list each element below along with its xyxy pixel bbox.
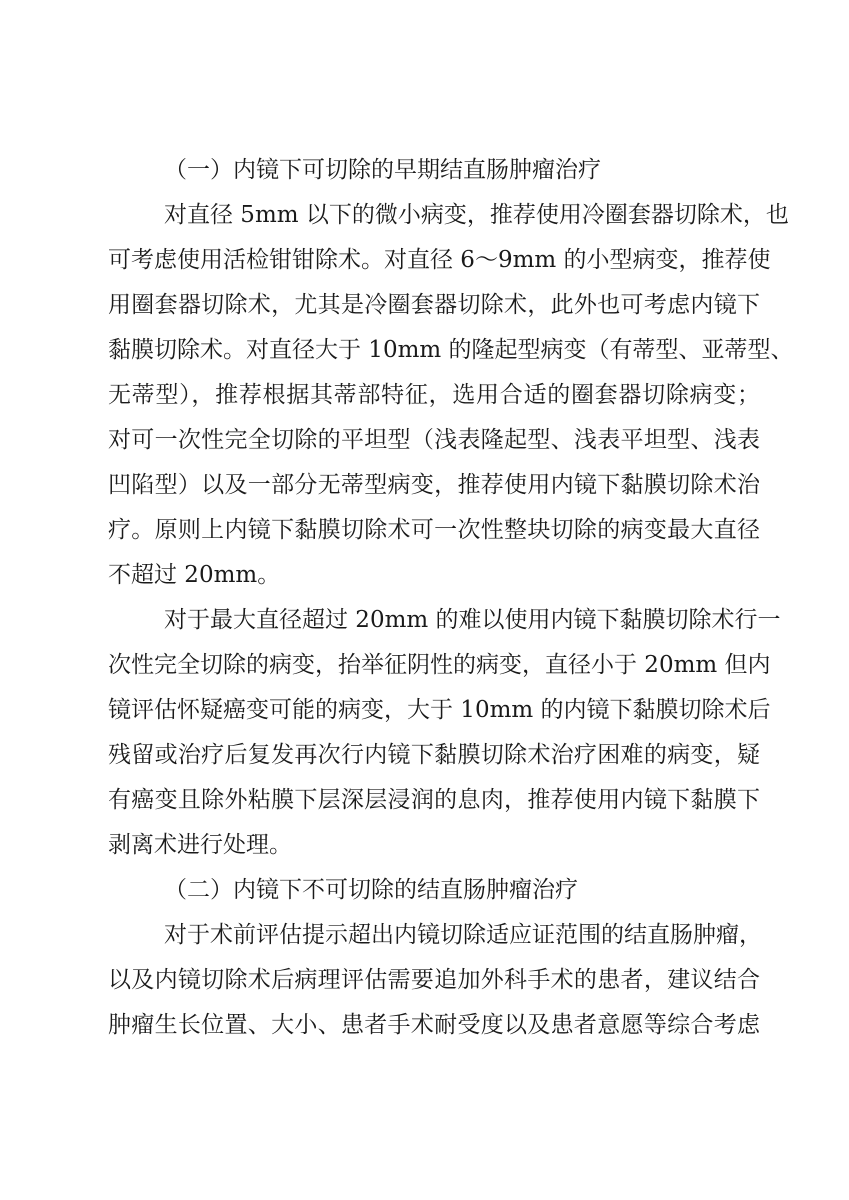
text-line: 对直径 5mm 以下的微小病变，推荐使用冷圈套器切除术，也 bbox=[164, 202, 789, 228]
text-line: 肿瘤生长位置、大小、患者手术耐受度以及患者意愿等综合考虑 bbox=[108, 1012, 760, 1038]
document-body bbox=[108, 148, 794, 1048]
text-line: 用圈套器切除术，尤其是冷圈套器切除术，此外也可考虑内镜下 bbox=[108, 292, 760, 318]
text-line: 对于术前评估提示超出内镜切除适应证范围的结直肠肿瘤， bbox=[164, 922, 762, 948]
text-line: 黏膜切除术。对直径大于 10mm 的隆起型病变（有蒂型、亚蒂型、 bbox=[108, 337, 794, 363]
paragraph bbox=[108, 193, 794, 598]
text-line: 对于最大直径超过 20mm 的难以使用内镜下黏膜切除术行一 bbox=[164, 607, 781, 633]
text-line: 镜评估怀疑癌变可能的病变，大于 10mm 的内镜下黏膜切除术后 bbox=[108, 697, 771, 723]
section-heading: （一）内镜下可切除的早期结直肠肿瘤治疗 bbox=[164, 157, 601, 183]
paragraph bbox=[108, 913, 760, 1048]
text-line: 可考虑使用活检钳钳除术。对直径 6～9mm 的小型病变，推荐使 bbox=[108, 247, 771, 273]
text-line: 以及内镜切除术后病理评估需要追加外科手术的患者，建议结合 bbox=[108, 967, 760, 993]
text-line: 残留或治疗后复发再次行内镜下黏膜切除术治疗困难的病变，疑 bbox=[108, 742, 760, 768]
text-line: 剥离术进行处理。 bbox=[108, 832, 292, 858]
text-line: 无蒂型），推荐根据其蒂部特征，选用合适的圈套器切除病变； bbox=[108, 382, 760, 408]
text-line: 凹陷型）以及一部分无蒂型病变，推荐使用内镜下黏膜切除术治 bbox=[108, 472, 760, 498]
text-line: 有癌变且除外粘膜下层深层浸润的息肉，推荐使用内镜下黏膜下 bbox=[108, 787, 760, 813]
section-heading: （二）内镜下不可切除的结直肠肿瘤治疗 bbox=[164, 877, 578, 903]
text-line: 次性完全切除的病变，抬举征阴性的病变，直径小于 20mm 但内 bbox=[108, 652, 771, 678]
text-line: 对可一次性完全切除的平坦型（浅表隆起型、浅表平坦型、浅表 bbox=[108, 427, 760, 453]
paragraph bbox=[108, 598, 781, 868]
text-line: 疗。原则上内镜下黏膜切除术可一次性整块切除的病变最大直径 bbox=[108, 517, 760, 543]
text-line: 不超过 20mm。 bbox=[108, 562, 281, 588]
